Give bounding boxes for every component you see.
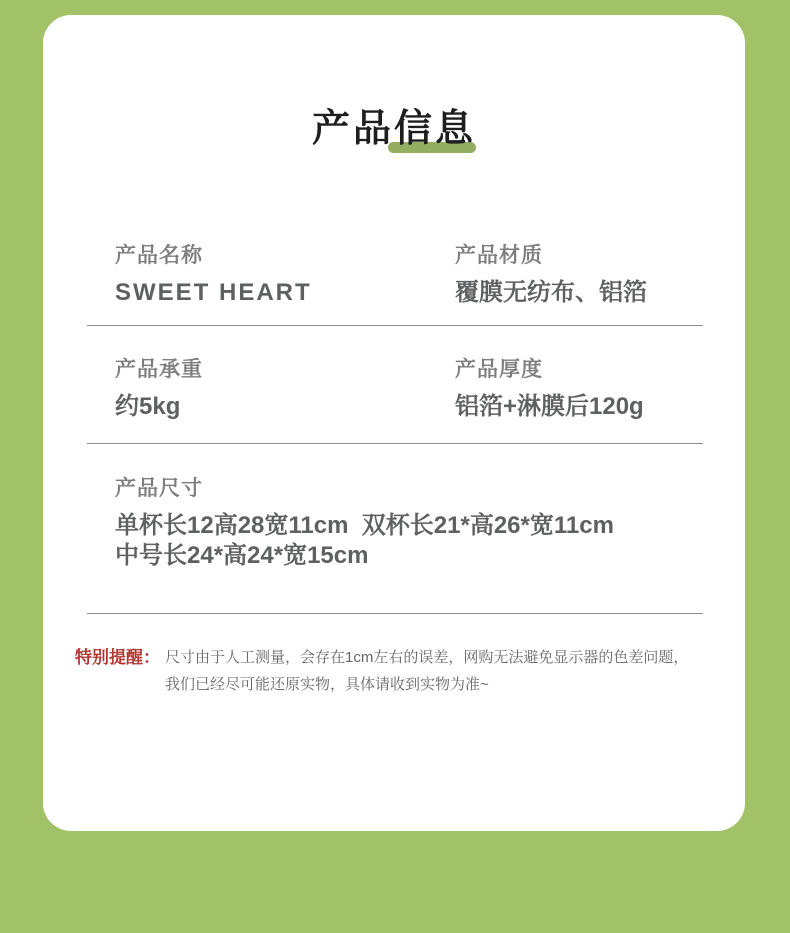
- spec-label: 产品尺寸: [115, 477, 203, 500]
- spec-product-name: [115, 243, 312, 308]
- title-section: [43, 107, 745, 151]
- reminder-line-2: 我们已经尽可能还原实物，具体请收到实物为准~: [165, 676, 489, 693]
- product-info-card: [43, 15, 745, 831]
- divider: [87, 613, 703, 614]
- reminder-line-1: 尺寸由于人工测量，会存在1cm左右的误差，网购无法避免显示器的色差问题，: [165, 649, 689, 666]
- spec-value: 约5kg: [115, 393, 181, 420]
- special-reminder: [75, 644, 720, 698]
- divider: [87, 325, 703, 326]
- spec-value: 铝箔+淋膜后120g: [455, 393, 644, 420]
- spec-label: 产品厚度: [455, 358, 543, 381]
- spec-product-material: [455, 243, 647, 308]
- reminder-text: [165, 644, 688, 698]
- spec-product-size: [115, 476, 735, 571]
- page-title-text: 产品信息: [311, 108, 476, 150]
- spec-product-thickness: [455, 357, 644, 422]
- spec-value: SWEET HEART: [115, 279, 312, 306]
- spec-product-load: [115, 357, 203, 422]
- page-title: [312, 107, 476, 151]
- divider: [87, 443, 703, 444]
- reminder-label: 特别提醒：: [75, 648, 160, 667]
- spec-label: 产品承重: [115, 358, 203, 381]
- size-value-line-1: 单杯长12高28宽11cm 双杯长21*高26*宽11cm: [115, 512, 614, 539]
- spec-label: 产品名称: [115, 244, 203, 267]
- spec-label: 产品材质: [455, 244, 543, 267]
- size-value-line-2: 中号长24*高24*宽15cm: [115, 542, 369, 569]
- spec-value: 覆膜无纺布、铝箔: [455, 279, 647, 306]
